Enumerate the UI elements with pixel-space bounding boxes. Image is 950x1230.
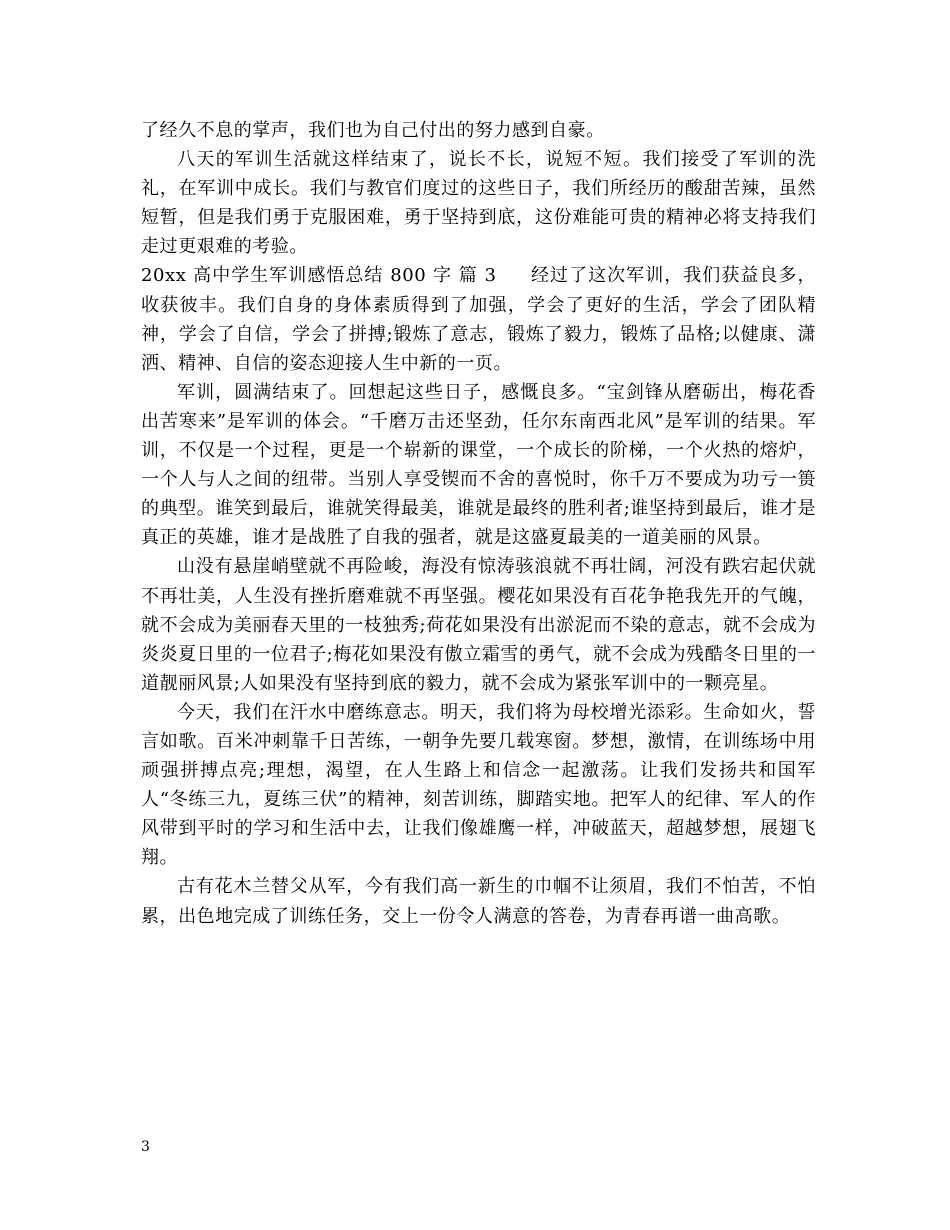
paragraph-2: 八天的军训生活就这样结束了，说长不长，说短不短。我们接受了军训的洗礼，在军训中成长。我们与教官们度过的这些日子，我们所经历的酸甜苦辣，虽然短暂，但是我们勇于克服困难，勇于坚持到底，这份难能可贵的精神必将支持我们走过更艰难的考验。	[141, 149, 816, 258]
page-number: 3	[141, 1139, 150, 1155]
paragraph-3-text: 经过了这次军训，我们获益良多，收获彼丰。我们自身的身体素质得到了加强，学会了更好的生活，学会了团队精神，学会了自信，学会了拼搏;锻炼了意志，锻炼了毅力，锻炼了品格;以健康、潇洒、精神、自信的姿态迎接人生中新的一页。	[141, 265, 817, 374]
paragraph-1: 了经久不息的掌声，我们也为自己付出的努力感到自豪。	[141, 120, 605, 141]
section-heading: 20xx 高中学生军训感悟总结 800 字 篇 3	[141, 265, 497, 287]
document-body	[141, 116, 816, 931]
paragraph-5: 山没有悬崖峭壁就不再险峻，海没有惊涛骇浪就不再壮阔，河没有跌宕起伏就不再壮美，人生没有挫折磨难就不再坚强。樱花如果没有百花争艳我先开的气魄，就不会成为美丽春天里的一枝独秀;荷花如果没有出淤泥而不染的意志，就不会成为炎炎夏日里的一位君子;梅花如果没有傲立霜雪的勇气，就不会成为残酷冬日里的一道靓丽风景;人如果没有坚持到底的毅力，就不会成为紧张军训中的一颗亮星。	[141, 556, 816, 694]
paragraph-6: 今天，我们在汗水中磨练意志。明天，我们将为母校增光添彩。生命如火，誓言如歌。百米冲刺靠千日苦练，一朝争先要几载寒窗。梦想，激情，在训练场中用顽强拼搏点亮;理想，渴望，在人生路上和信念一起激荡。让我们发扬共和国军人“冬练三九，夏练三伏”的精神，刻苦训练，脚踏实地。把军人的纪律、军人的作风带到平时的学习和生活中去，让我们像雄鹰一样，冲破蓝天，超越梦想，展翅飞翔。	[141, 701, 816, 869]
paragraph-4: 军训，圆满结束了。回想起这些日子，感慨良多。“宝剑锋从磨砺出，梅花香出苦寒来”是军训的体会。“千磨万击还坚劲，任尔东南西北风”是军训的结果。军训，不仅是一个过程，更是一个崭新的课堂，一个成长的阶梯，一个火热的熔炉，一个人与人之间的纽带。当别人享受锲而不舍的喜悦时，你千万不要成为功亏一篑的典型。谁笑到最后，谁就笑得最美，谁就是最终的胜利者;谁坚持到最后，谁才是真正的英雄，谁才是战胜了自我的强者，就是这盛夏最美的一道美丽的风景。	[141, 381, 816, 549]
paragraph-7: 古有花木兰替父从军，今有我们高一新生的巾帼不让须眉，我们不怕苦，不怕累，出色地完成了训练任务，交上一份令人满意的答卷，为青春再谱一曲高歌。	[141, 876, 816, 927]
paragraph-3	[141, 261, 816, 377]
